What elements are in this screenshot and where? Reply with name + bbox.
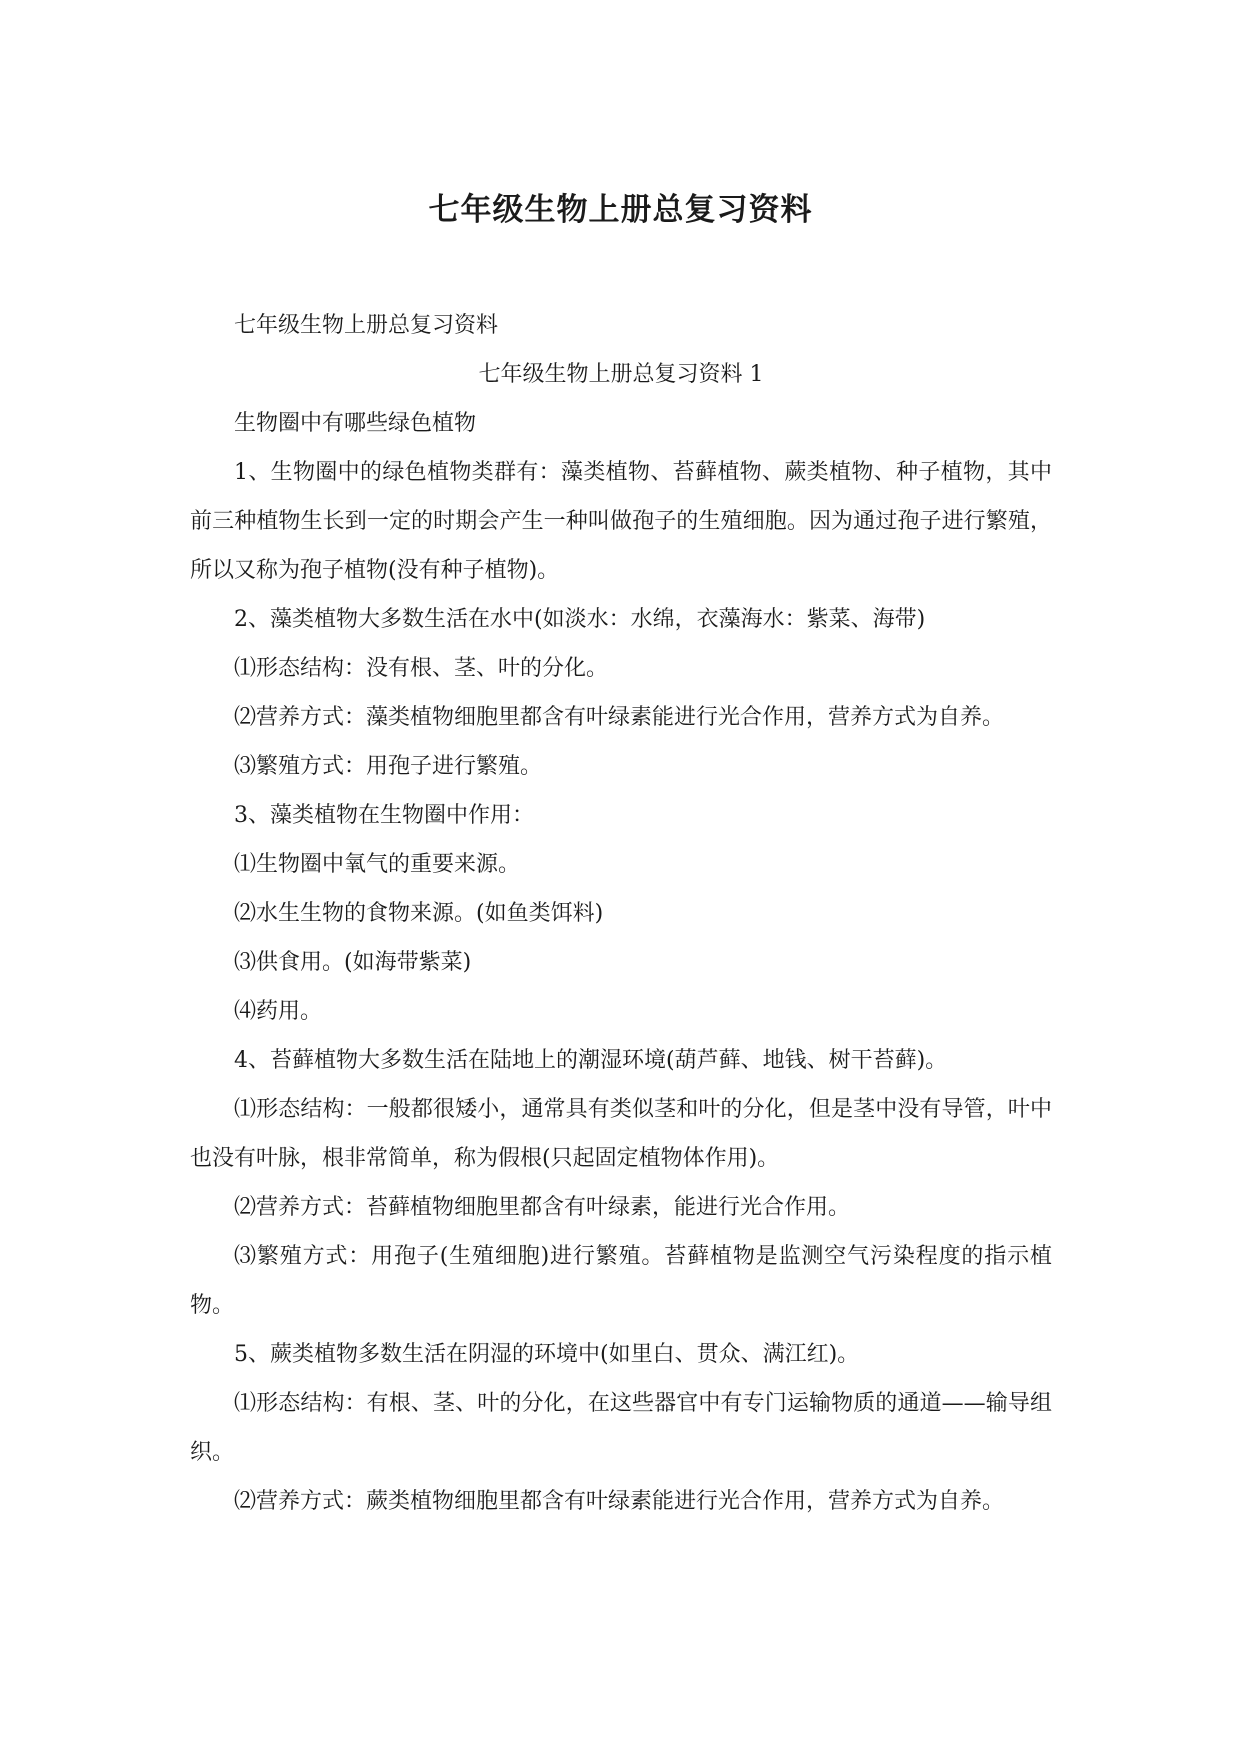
paragraph: 1、生物圈中的绿色植物类群有：藻类植物、苔藓植物、蕨类植物、种子植物，其中前三种植物生长到一定的时期会产生一种叫做孢子的生殖细胞。因为通过孢子进行繁殖，所以又称为孢子植物(没有种子植物)。 [190, 460, 1052, 583]
paragraph: 七年级生物上册总复习资料 [234, 313, 499, 338]
paragraph: 4、苔藓植物大多数生活在陆地上的潮湿环境(葫芦藓、地钱、树干苔藓)。 [234, 1048, 948, 1073]
paragraph: 5、蕨类植物多数生活在阴湿的环境中(如里白、贯众、满江红)。 [234, 1342, 860, 1367]
paragraph: ⑶繁殖方式：用孢子(生殖细胞)进行繁殖。苔藓植物是监测空气污染程度的指示植物。 [190, 1244, 1052, 1318]
paragraph: ⑶供食用。(如海带紫菜) [234, 950, 472, 975]
paragraph: ⑴生物圈中氧气的重要来源。 [234, 852, 521, 877]
document-body [190, 301, 1052, 1526]
paragraph: ⑴形态结构：没有根、茎、叶的分化。 [234, 656, 609, 681]
paragraph: ⑵水生生物的食物来源。(如鱼类饵料) [234, 901, 604, 926]
section-heading: 七年级生物上册总复习资料 1 [478, 362, 764, 387]
paragraph: ⑵营养方式：藻类植物细胞里都含有叶绿素能进行光合作用，营养方式为自养。 [234, 705, 1005, 730]
paragraph: ⑴形态结构：一般都很矮小，通常具有类似茎和叶的分化，但是茎中没有导管，叶中也没有叶脉，根非常简单，称为假根(只起固定植物体作用)。 [190, 1097, 1052, 1171]
paragraph: 3、藻类植物在生物圈中作用： [234, 803, 534, 828]
paragraph: ⑵营养方式：蕨类植物细胞里都含有叶绿素能进行光合作用，营养方式为自养。 [234, 1489, 1005, 1514]
document-title: 七年级生物上册总复习资料 [428, 192, 813, 228]
paragraph: ⑵营养方式：苔藓植物细胞里都含有叶绿素，能进行光合作用。 [234, 1195, 851, 1220]
paragraph: ⑷药用。 [234, 999, 323, 1024]
paragraph: ⑶繁殖方式：用孢子进行繁殖。 [234, 754, 543, 779]
paragraph: ⑴形态结构：有根、茎、叶的分化，在这些器官中有专门运输物质的通道——输导组织。 [190, 1391, 1052, 1465]
paragraph: 生物圈中有哪些绿色植物 [234, 411, 477, 436]
paragraph: 2、藻类植物大多数生活在水中(如淡水：水绵，衣藻海水：紫菜、海带) [234, 607, 926, 632]
